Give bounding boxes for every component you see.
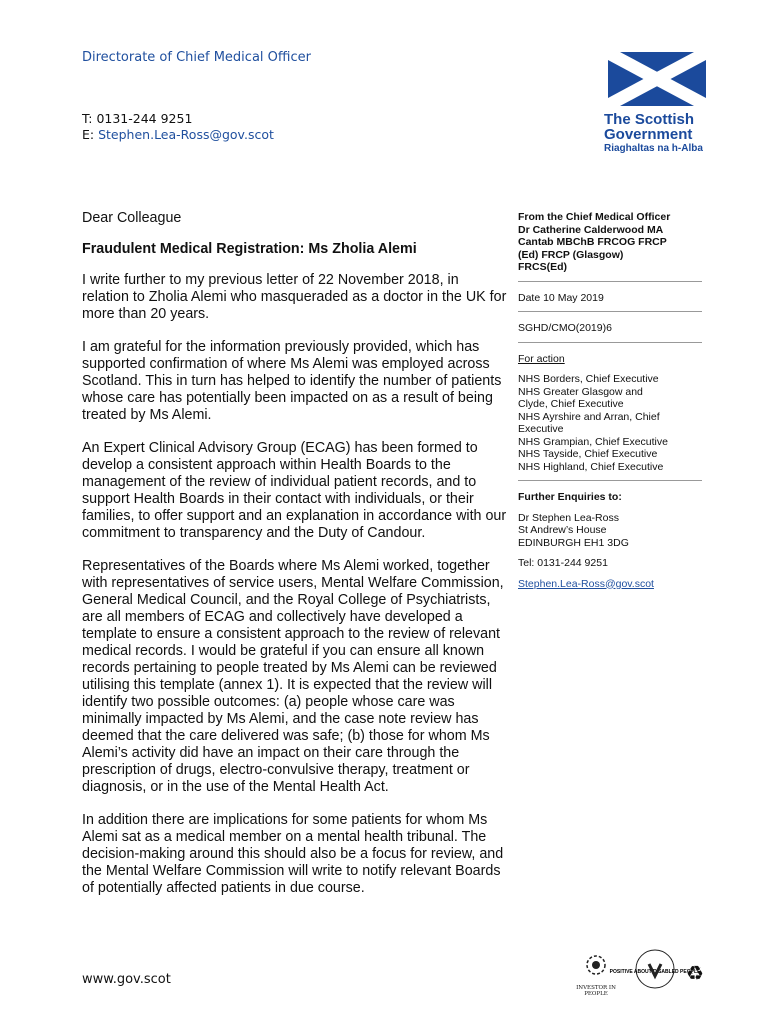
from-line: From the Chief Medical Officer	[518, 211, 671, 223]
body-paragraph: In addition there are implications for some patients for whom Ms Alemi sat as a medical member on a mental health tribunal. The decision-making around this should also be a focus for review, and the Mental Welfare Commission will write to notify relevant Boards of potentially affected patients in due course.	[82, 812, 504, 896]
letter-body	[82, 210, 507, 913]
action-line: NHS Grampian, Chief Executive	[518, 435, 668, 448]
logo-line-2: Government	[604, 126, 693, 143]
investors-caption: INVESTOR IN PEOPLE	[576, 985, 616, 997]
saltire-flag-icon	[608, 52, 706, 106]
from-line: Cantab MBChB FRCOG FRCP	[518, 236, 667, 248]
contact-line: Dr Stephen Lea-Ross	[518, 511, 619, 524]
greeting: Dear Colleague	[82, 210, 182, 226]
action-line: NHS Greater Glasgow and	[518, 385, 643, 398]
header-email-link[interactable]: Stephen.Lea-Ross@gov.scot	[98, 127, 274, 142]
from-line: (Ed) FRCP (Glasgow)	[518, 248, 624, 261]
email-prefix: E:	[82, 127, 99, 142]
action-line: Clyde, Chief Executive	[518, 398, 624, 410]
divider	[518, 281, 702, 282]
body-paragraph: I am grateful for the information previously provided, which has supported confirmation of where Ms Alemi was employed across Scotland. This in turn has helped to identify the number of patients whose care has potentially been impacted on as a result of being treated by Ms Alemi.	[82, 339, 502, 423]
body-paragraph: Representatives of the Boards where Ms Alemi worked, together with representatives of service users, Mental Welfare Commission, General Medical Council, and the Royal College of Psychiatrists, are all members of ECAG and collectively have developed a template to ensure a consistent approach to the review of relevant medical records. I would be grateful if you can ensure all known records pertaining to people treated by Ms Alemi can be reviewed utilising this template (annex 1). It is expected that the review will identify two possible outcomes: (a) people whose care was minimally impacted by Ms Alemi, and the case note review has deemed that the care delivered was safe; (b) those for whom Ms Alemi’s activity did have an impact on their care through the prescription of drugs, electro-convulsive therapy, treatment or diagnosis, or in the use of the Mental Health Act.	[82, 558, 504, 795]
contact-telephone: Tel: 0131-244 9251	[518, 557, 608, 569]
logo-line-1: The Scottish	[604, 111, 695, 128]
action-line: NHS Tayside, Chief Executive	[518, 448, 658, 460]
footer-website-link[interactable]: www.gov.scot	[82, 972, 171, 987]
subject-heading: Fraudulent Medical Registration: Ms Zholia Alemi	[82, 241, 417, 257]
action-line: NHS Highland, Chief Executive	[518, 460, 664, 473]
action-line: Executive	[518, 423, 564, 435]
header-telephone: T: 0131-244 9251	[82, 111, 193, 126]
action-line: NHS Ayrshire and Arran, Chief	[518, 410, 660, 423]
header-email-line	[82, 127, 274, 142]
disability-symbol-icon	[609, 948, 701, 990]
contact-line: EDINBURGH EH1 3DG	[518, 536, 629, 549]
body-paragraph: I write further to my previous letter of 22 November 2018, in relation to Zholia Alemi who masqueraded as a doctor in the UK for more than 20 years.	[82, 272, 507, 322]
letter-date: Date 10 May 2019	[518, 291, 604, 304]
spacer	[518, 365, 702, 373]
divider	[518, 480, 702, 481]
divider	[518, 311, 702, 312]
spacer	[518, 549, 702, 557]
divider	[518, 342, 702, 343]
from-line: FRCS(Ed)	[518, 261, 567, 273]
sidebar	[518, 211, 702, 590]
spacer	[518, 570, 702, 578]
logo-line-3: Riaghaltas na h-Alba	[604, 143, 703, 154]
enquiries-label: Further Enquiries to:	[518, 491, 622, 503]
spacer	[518, 504, 702, 512]
reference-number: SGHD/CMO(2019)6	[518, 322, 612, 334]
action-line: NHS Borders, Chief Executive	[518, 373, 659, 385]
disability-text: POSITIVE ABOUT DISABLED PEOPLE	[609, 969, 701, 975]
contact-email-link[interactable]: Stephen.Lea-Ross@gov.scot	[518, 577, 654, 590]
directorate-title: Directorate of Chief Medical Officer	[82, 50, 311, 65]
scottish-government-logo	[604, 52, 704, 155]
from-line: Dr Catherine Calderwood MA	[518, 223, 664, 236]
contact-line: St Andrew’s House	[518, 524, 607, 536]
laurel-icon	[583, 952, 609, 978]
recycle-icon: ♻	[686, 963, 704, 985]
body-paragraph: An Expert Clinical Advisory Group (ECAG) has been formed to develop a consistent approach within Health Boards to the management of the review of individual patient records, and to support Health Boards in their contact with individuals, or their families, to offer support and an explanation in accordance with our commitment to transparency and the Duty of Candour.	[82, 440, 507, 541]
for-action-label: For action	[518, 352, 565, 365]
